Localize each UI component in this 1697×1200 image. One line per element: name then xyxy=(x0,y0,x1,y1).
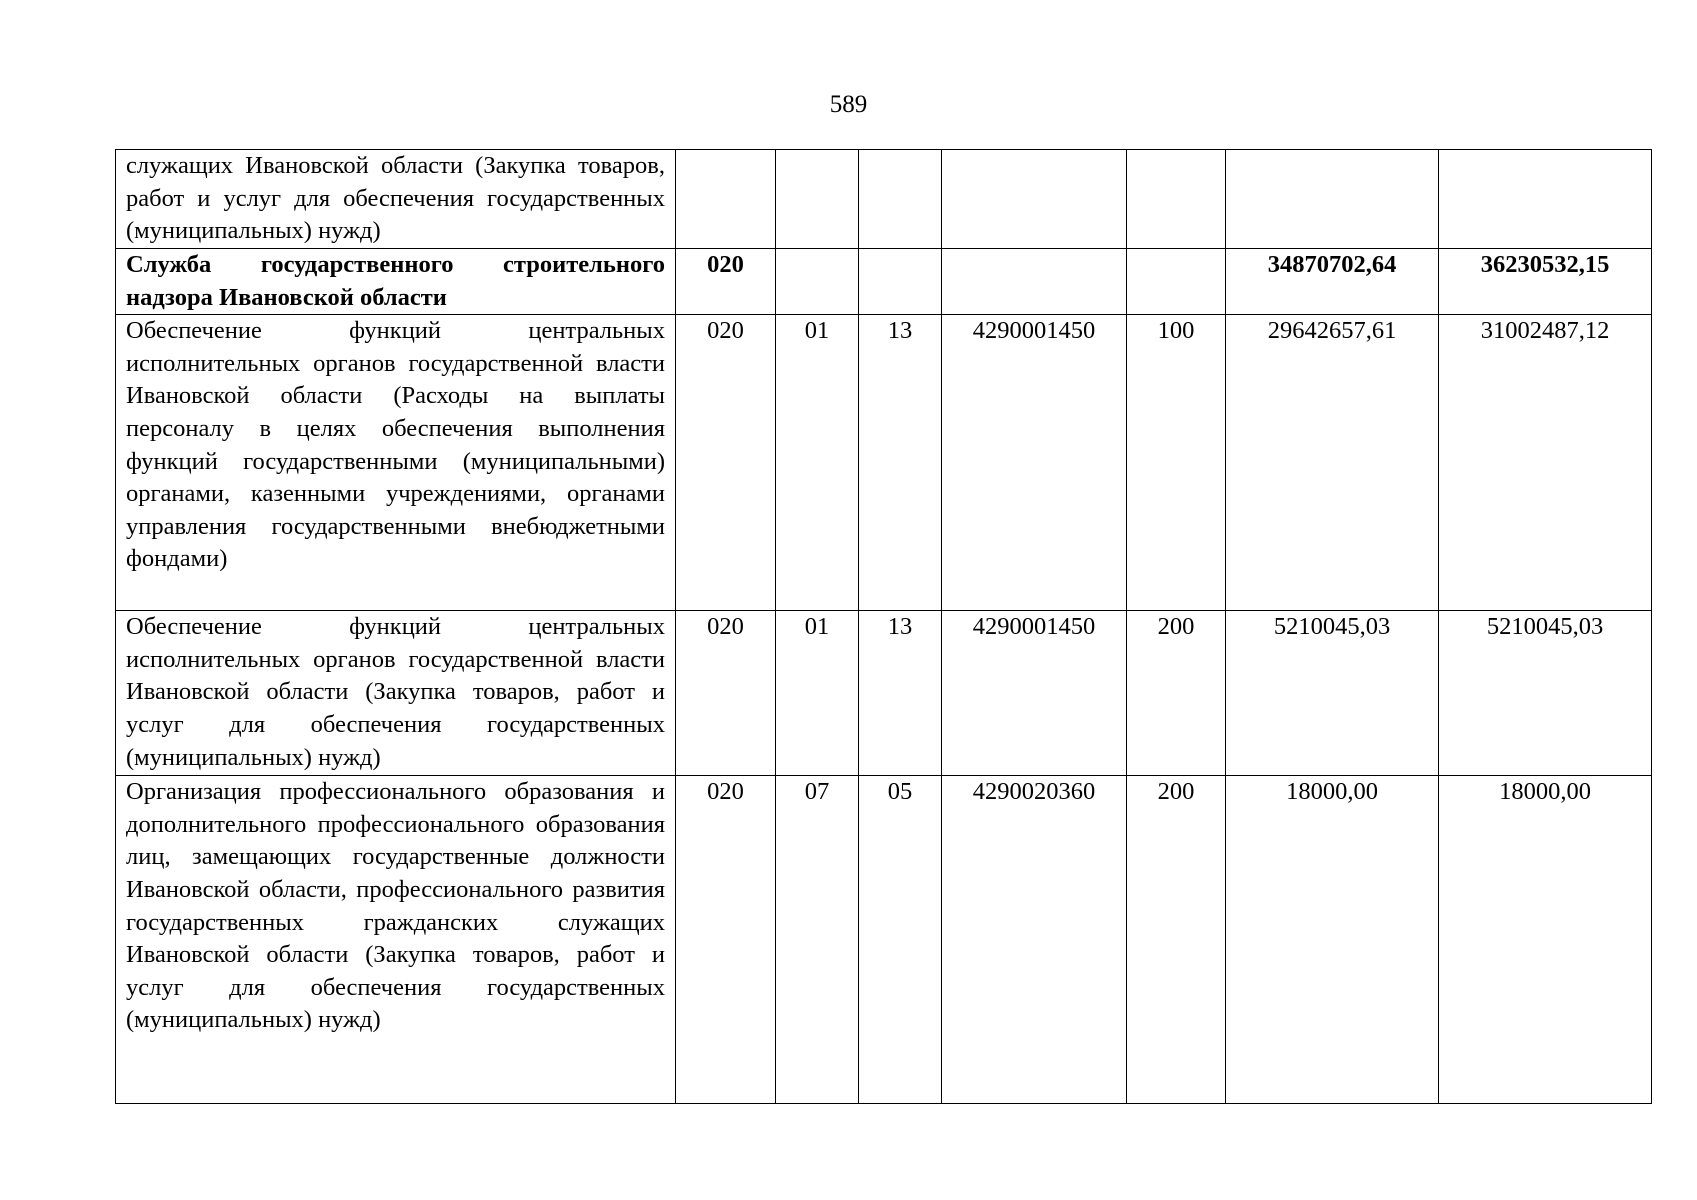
table-row xyxy=(116,611,1652,776)
table-row xyxy=(116,315,1652,611)
cell-grbs: 020 xyxy=(676,776,776,1104)
cell-amount-1: 29642657,61 xyxy=(1226,315,1439,611)
row-description: Обеспечение функций центральных исполнительных органов государственной власти Ивановской области (Закупка товаров, работ и услуг для обеспечения государственных (муниципальных) нужд) xyxy=(116,611,676,776)
cell-expense-type xyxy=(1127,249,1226,315)
cell-expense-type: 200 xyxy=(1127,611,1226,776)
cell-grbs: 020 xyxy=(676,315,776,611)
cell-amount-1: 5210045,03 xyxy=(1226,611,1439,776)
cell-subsection: 13 xyxy=(859,315,942,611)
cell-amount-2: 18000,00 xyxy=(1439,776,1652,1104)
cell-section: 07 xyxy=(776,776,859,1104)
row-description: служащих Ивановской области (Закупка товаров, работ и услуг для обеспечения государственных (муниципальных) нужд) xyxy=(116,150,676,249)
cell-subsection: 13 xyxy=(859,611,942,776)
cell-grbs: 020 xyxy=(676,249,776,315)
cell-section xyxy=(776,249,859,315)
table-row xyxy=(116,150,1652,249)
cell-section: 01 xyxy=(776,611,859,776)
cell-amount-2 xyxy=(1439,150,1652,249)
cell-amount-1: 34870702,64 xyxy=(1226,249,1439,315)
cell-target-article: 4290001450 xyxy=(942,315,1127,611)
cell-subsection xyxy=(859,150,942,249)
cell-grbs: 020 xyxy=(676,611,776,776)
cell-subsection xyxy=(859,249,942,315)
cell-section: 01 xyxy=(776,315,859,611)
cell-amount-2: 31002487,12 xyxy=(1439,315,1652,611)
cell-amount-2: 5210045,03 xyxy=(1439,611,1652,776)
cell-section xyxy=(776,150,859,249)
cell-target-article: 4290020360 xyxy=(942,776,1127,1104)
table-row xyxy=(116,776,1652,1104)
row-description: Обеспечение функций центральных исполнительных органов государственной власти Ивановской области (Расходы на выплаты персоналу в целях обеспечения выполнения функций государственными (муниципальными) органами, казенными учреждениями, органами управления государственными внебюджетными фондами) xyxy=(116,315,676,611)
cell-expense-type: 100 xyxy=(1127,315,1226,611)
cell-grbs xyxy=(676,150,776,249)
cell-subsection: 05 xyxy=(859,776,942,1104)
row-description: Организация профессионального образования и дополнительного профессионального образования лиц, замещающих государственные должности Ивановской области, профессионального развития государственных гражданских служащих Ивановской области (Закупка товаров, работ и услуг для обеспечения государственных (муниципальных) нужд) xyxy=(116,776,676,1104)
cell-target-article: 4290001450 xyxy=(942,611,1127,776)
budget-table xyxy=(115,149,1652,1104)
cell-amount-1 xyxy=(1226,150,1439,249)
cell-amount-2: 36230532,15 xyxy=(1439,249,1652,315)
cell-expense-type: 200 xyxy=(1127,776,1226,1104)
page-number: 589 xyxy=(829,91,868,118)
cell-amount-1: 18000,00 xyxy=(1226,776,1439,1104)
cell-expense-type xyxy=(1127,150,1226,249)
row-description: Служба государственного строительного надзора Ивановской области xyxy=(116,249,676,315)
cell-target-article xyxy=(942,249,1127,315)
table-row xyxy=(116,249,1652,315)
cell-target-article xyxy=(942,150,1127,249)
